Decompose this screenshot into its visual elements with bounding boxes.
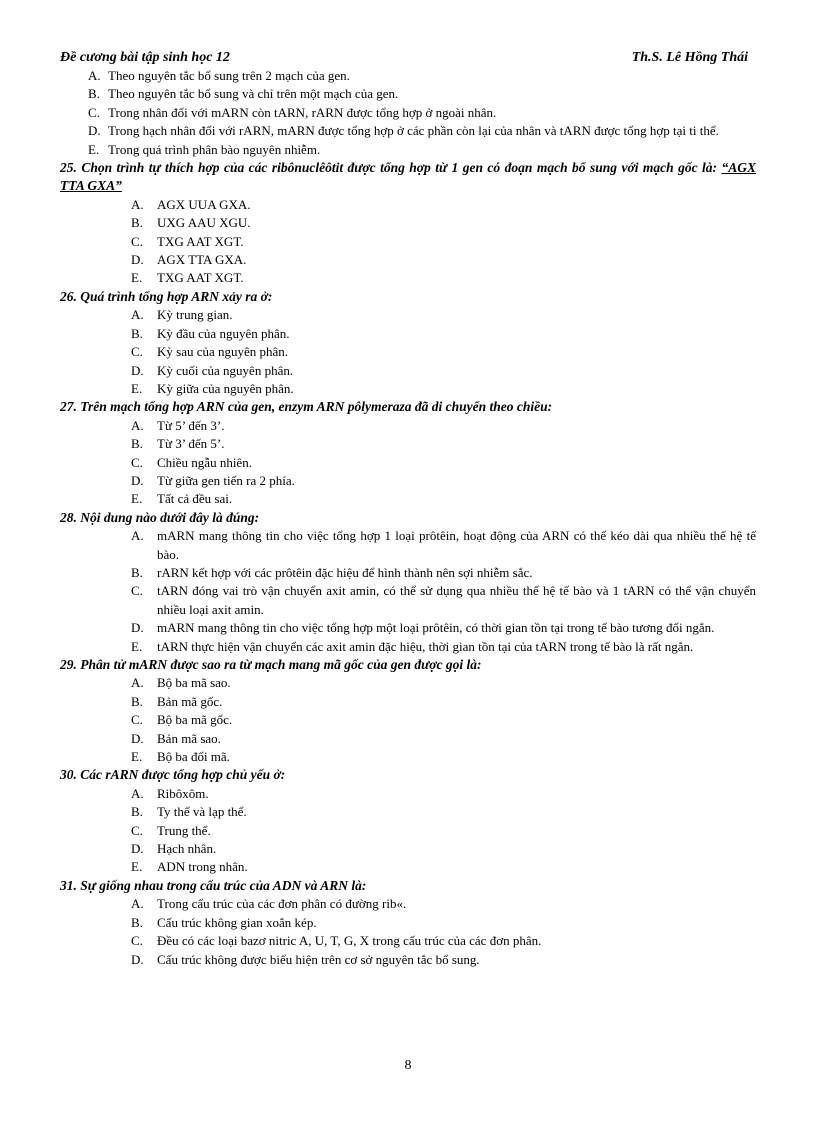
- document-body: [60, 67, 756, 969]
- answer-option: [60, 840, 756, 858]
- option-label: C.: [131, 822, 143, 838]
- header-title: Đề cương bài tập sinh học 12: [60, 50, 230, 65]
- answer-option: [60, 711, 756, 729]
- question-heading: [60, 766, 756, 784]
- option-label: C.: [131, 712, 143, 728]
- option-text: Kỳ đầu của nguyên phân.: [157, 325, 290, 341]
- answer-option: [60, 251, 756, 269]
- option-label: E.: [131, 749, 143, 765]
- question-number: 27.: [60, 399, 77, 415]
- answer-option: [60, 306, 756, 324]
- answer-option: [60, 564, 756, 582]
- option-text: Bản mã gốc.: [157, 693, 223, 709]
- option-label: E.: [131, 638, 143, 654]
- question-heading: [60, 288, 756, 306]
- header-author: Th.S. Lê Hồng Thái: [631, 50, 748, 65]
- option-text: Bộ ba đối mã.: [157, 749, 230, 765]
- option-text: Kỳ giữa của nguyên phân.: [157, 380, 294, 396]
- option-text: Ribôxôm.: [157, 785, 209, 801]
- question-text: Quá trình tổng hợp ARN xảy ra ở:: [80, 288, 273, 304]
- answer-option: [60, 693, 756, 711]
- answer-option: [60, 122, 756, 140]
- option-label: D.: [131, 841, 144, 857]
- option-text: Trong hạch nhân đối với rARN, mARN được tổng hợp ở các phần còn lại của nhân và tARN được tổng hợp tại ti thể.: [108, 123, 719, 139]
- question-heading: [60, 509, 756, 527]
- option-text: TXG AAT XGT.: [157, 233, 244, 249]
- option-text: Kỳ cuối của nguyên phân.: [157, 362, 294, 378]
- answer-option: [60, 67, 756, 85]
- option-label: E.: [131, 380, 143, 396]
- option-text: tARN thực hiện vận chuyển các axit amin đặc hiệu, thời gian tồn tại của tARN trong tế bào là rất ngắn.: [157, 638, 694, 654]
- answer-option: [60, 269, 756, 287]
- answer-option: [60, 343, 756, 361]
- answer-option: [60, 362, 756, 380]
- option-label: A.: [131, 528, 144, 544]
- option-text: rARN kết hợp với các prôtêin đặc hiệu để hình thành nên sợi nhiễm sắc.: [157, 564, 533, 580]
- option-text: AGX UUA GXA.: [157, 196, 251, 212]
- option-label: C.: [88, 104, 100, 120]
- option-text: Cấu trúc không được biểu hiện trên cơ sở nguyên tắc bổ sung.: [157, 951, 480, 967]
- answer-option: [60, 730, 756, 748]
- answer-option: [60, 435, 756, 453]
- answer-option: [60, 748, 756, 766]
- question-number: 26.: [60, 288, 77, 304]
- answer-option: [60, 490, 756, 508]
- option-label: A.: [131, 785, 144, 801]
- answer-option: [60, 527, 756, 564]
- option-text: Bộ ba mã gốc.: [157, 712, 233, 728]
- option-label: C.: [131, 454, 143, 470]
- question-heading: [60, 398, 756, 416]
- option-label: D.: [131, 730, 144, 746]
- option-label: C.: [131, 344, 143, 360]
- option-text: TXG AAT XGT.: [157, 270, 244, 286]
- answer-option: [60, 104, 756, 122]
- question-heading: [60, 656, 756, 674]
- option-label: E.: [88, 141, 100, 157]
- option-text: Trong cấu trúc của các đơn phân có đường rib«.: [157, 896, 407, 912]
- option-label: C.: [131, 233, 143, 249]
- option-label: A.: [131, 307, 144, 323]
- option-label: D.: [131, 951, 144, 967]
- option-label: B.: [131, 804, 143, 820]
- option-text: Cấu trúc không gian xoắn kép.: [157, 914, 317, 930]
- question-text: Các rARN được tổng hợp chủ yếu ở:: [80, 767, 286, 783]
- question-heading: [60, 159, 756, 196]
- answer-option: [60, 325, 756, 343]
- answer-option: [60, 472, 756, 490]
- question-heading: [60, 877, 756, 895]
- option-text: UXG AAU XGU.: [157, 215, 251, 231]
- question-number: 31.: [60, 877, 77, 893]
- question-text: Phân tử mARN được sao ra từ mạch mang mã gốc của gen được gọi là:: [80, 657, 482, 672]
- option-text: Trong nhân đối với mARN còn tARN, rARN được tổng hợp ở ngoài nhân.: [108, 104, 497, 120]
- answer-option: [60, 454, 756, 472]
- option-label: A.: [131, 896, 144, 912]
- option-text: Kỳ trung gian.: [157, 307, 233, 323]
- option-label: B.: [131, 325, 143, 341]
- answer-option: [60, 214, 756, 232]
- option-text: Theo nguyên tắc bổ sung và chỉ trên một mạch của gen.: [108, 86, 399, 102]
- option-text: Trung thể.: [157, 822, 211, 838]
- question-text: Nội dung nào dưới đây là đúng:: [80, 509, 260, 525]
- page-header: [60, 50, 748, 68]
- answer-option: [60, 785, 756, 803]
- option-label: A.: [131, 675, 144, 691]
- page-number: 8: [404, 1058, 412, 1073]
- option-text: Tất cả đều sai.: [157, 491, 233, 507]
- answer-option: [60, 895, 756, 913]
- option-text: Chiều ngẫu nhiên.: [157, 454, 252, 470]
- option-text: ADN trong nhân.: [157, 859, 248, 875]
- option-text: Trong quá trình phân bào nguyên nhiễm.: [108, 141, 321, 157]
- question-text: Chọn trình tự thích hợp của các ribônuclêôtit được tổng hợp từ 1 gen có đoạn mạch bổ sung với mạch gốc là:: [81, 160, 718, 176]
- question-text: Sự giống nhau trong cấu trúc của ADN và ARN là:: [80, 877, 367, 893]
- option-text: Từ 3’ đến 5’.: [157, 436, 225, 452]
- answer-option: [60, 674, 756, 692]
- option-text: Bản mã sao.: [157, 730, 221, 746]
- option-label: D.: [131, 472, 144, 488]
- option-text: mARN mang thông tin cho việc tổng hợp 1 loại prôtêin, hoạt động của ARN có thể kéo dài qua nhiều thế hệ tế bào.: [157, 528, 756, 562]
- option-label: C.: [131, 933, 143, 949]
- option-text: tARN đóng vai trò vận chuyển axit amin, có thể sử dụng qua nhiều thế hệ tế bào và 1 tARN có thể vận chuyển nhiều loại axit amin.: [157, 583, 756, 617]
- option-text: Kỳ sau của nguyên phân.: [157, 344, 289, 360]
- option-text: AGX TTA GXA.: [157, 252, 247, 268]
- option-label: D.: [131, 620, 144, 636]
- option-label: C.: [131, 583, 143, 599]
- option-label: B.: [88, 86, 100, 102]
- option-text: mARN mang thông tin cho việc tổng hợp một loại prôtêin, có thời gian tồn tại trong tế bào tương đối ngắn.: [157, 620, 715, 636]
- option-text: Hạch nhân.: [157, 841, 217, 857]
- answer-option: [60, 417, 756, 435]
- option-text: Theo nguyên tắc bổ sung trên 2 mạch của gen.: [108, 68, 350, 83]
- option-label: B.: [131, 564, 143, 580]
- answer-option: [60, 951, 756, 969]
- option-label: A.: [88, 68, 101, 83]
- question-number: 29.: [60, 657, 77, 672]
- question-number: 28.: [60, 509, 77, 525]
- answer-option: [60, 858, 756, 876]
- answer-option: [60, 822, 756, 840]
- option-label: B.: [131, 693, 143, 709]
- option-label: A.: [131, 417, 144, 433]
- option-text: Ty thể và lạp thể.: [157, 804, 247, 820]
- question-sequence: “AGX TTA GXA”: [60, 160, 756, 194]
- option-text: Bộ ba mã sao.: [157, 675, 231, 691]
- option-label: D.: [131, 252, 144, 268]
- option-label: B.: [131, 215, 143, 231]
- answer-option: [60, 914, 756, 932]
- answer-option: [60, 380, 756, 398]
- answer-option: [60, 141, 756, 159]
- answer-option: [60, 85, 756, 103]
- option-label: E.: [131, 491, 143, 507]
- option-label: D.: [88, 123, 101, 139]
- question-number: 25.: [60, 160, 77, 176]
- option-text: Đều có các loại bazơ nitric A, U, T, G, X trong cấu trúc của các đơn phân.: [157, 933, 542, 949]
- answer-option: [60, 803, 756, 821]
- option-text: Từ 5’ đến 3’.: [157, 417, 225, 433]
- option-label: B.: [131, 914, 143, 930]
- option-label: E.: [131, 270, 143, 286]
- option-label: E.: [131, 859, 143, 875]
- answer-option: [60, 638, 756, 656]
- answer-option: [60, 582, 756, 619]
- option-label: A.: [131, 196, 144, 212]
- option-label: D.: [131, 362, 144, 378]
- answer-option: [60, 233, 756, 251]
- option-text: Từ giữa gen tiến ra 2 phía.: [157, 472, 295, 488]
- answer-option: [60, 619, 756, 637]
- question-text: Trên mạch tổng hợp ARN của gen, enzym ARN pôlymeraza đã di chuyển theo chiều:: [80, 399, 553, 415]
- option-label: B.: [131, 436, 143, 452]
- question-number: 30.: [60, 767, 77, 783]
- answer-option: [60, 932, 756, 950]
- answer-option: [60, 196, 756, 214]
